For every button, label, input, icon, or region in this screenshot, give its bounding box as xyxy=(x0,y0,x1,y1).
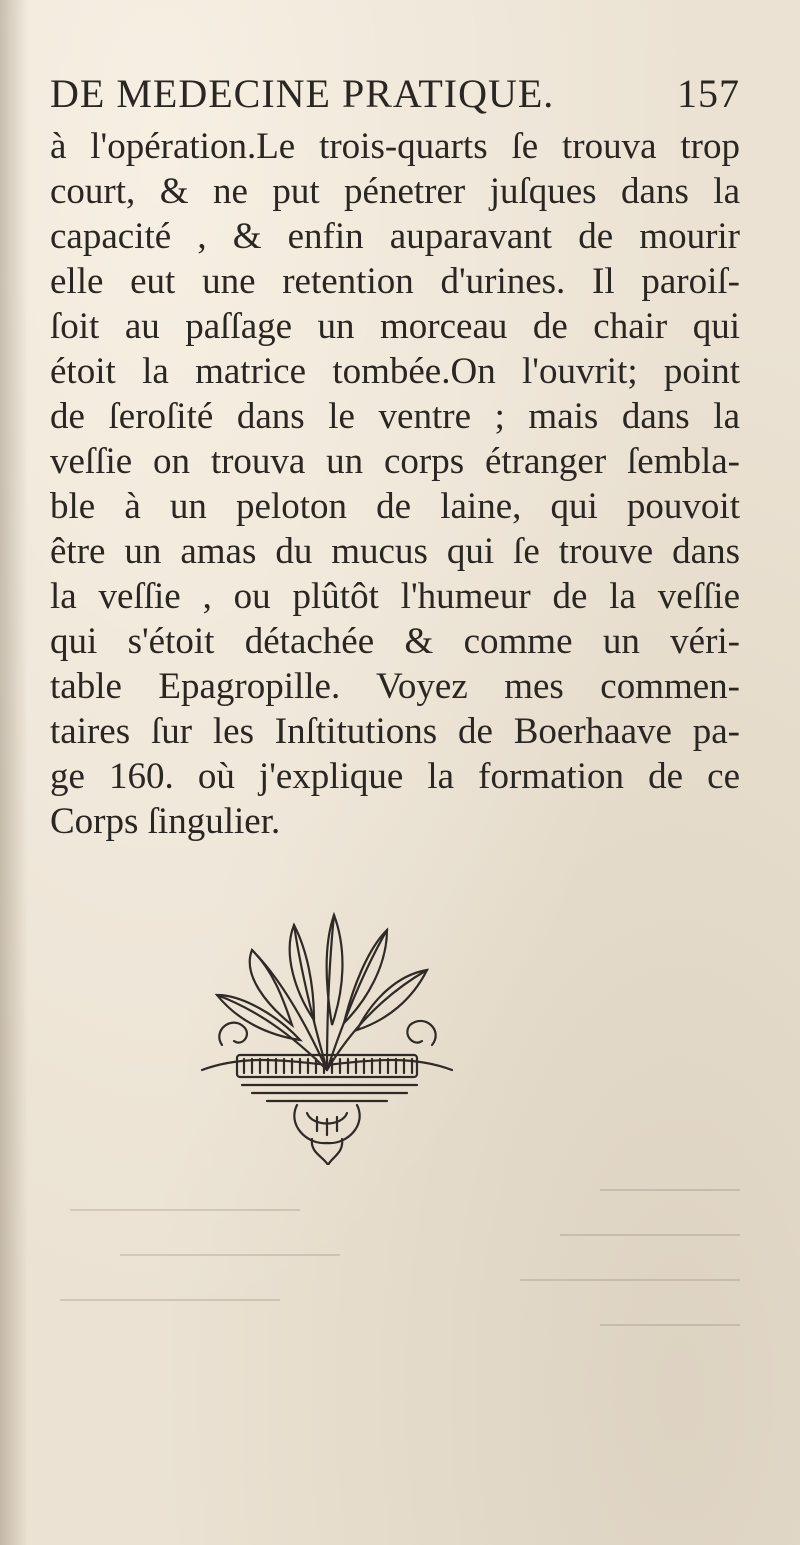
text-line: ble à un peloton de laine, qui pouvoit xyxy=(50,486,740,527)
running-head xyxy=(50,70,740,120)
show-through-bleed xyxy=(40,1180,760,1380)
running-head-title: DE MEDECINE PRATIQUE. xyxy=(50,71,555,116)
gutter-shadow xyxy=(0,0,28,1545)
text-line: taires ſur les Inſtitutions de Boerhaave pa- xyxy=(50,711,740,752)
text-line: la veſſie , ou plûtôt l'humeur de la veſſie xyxy=(50,576,740,617)
text-line: table Epagropille. Voyez mes commen- xyxy=(50,666,740,707)
body-text xyxy=(50,124,740,844)
text-line: veſſie on trouva un corps étranger ſembla- xyxy=(50,441,740,482)
text-line: de ſeroſité dans le ventre ; mais dans la xyxy=(50,396,740,437)
text-line: qui s'étoit détachée & comme un véri- xyxy=(50,621,740,662)
text-line: ſoit au paſſage un morceau de chair qui xyxy=(50,306,740,347)
text-line: être un amas du mucus qui ſe trouve dans xyxy=(50,531,740,572)
text-line: étoit la matrice tombée.On l'ouvrit; point xyxy=(50,351,740,392)
text-line: court, & ne put pénetrer juſques dans la xyxy=(50,171,740,212)
floral-tailpiece-icon xyxy=(182,895,472,1165)
text-line: à l'opération.Le trois-quarts ſe trouva trop xyxy=(50,126,740,167)
text-line: ge 160. où j'explique la formation de ce xyxy=(50,756,740,797)
text-line: elle eut une retention d'urines. Il paroiſ- xyxy=(50,261,740,302)
text-line: capacité , & enfin auparavant de mourir xyxy=(50,216,740,257)
text-line: Corps ſingulier. xyxy=(50,801,281,842)
page-number: 157 xyxy=(677,71,740,116)
